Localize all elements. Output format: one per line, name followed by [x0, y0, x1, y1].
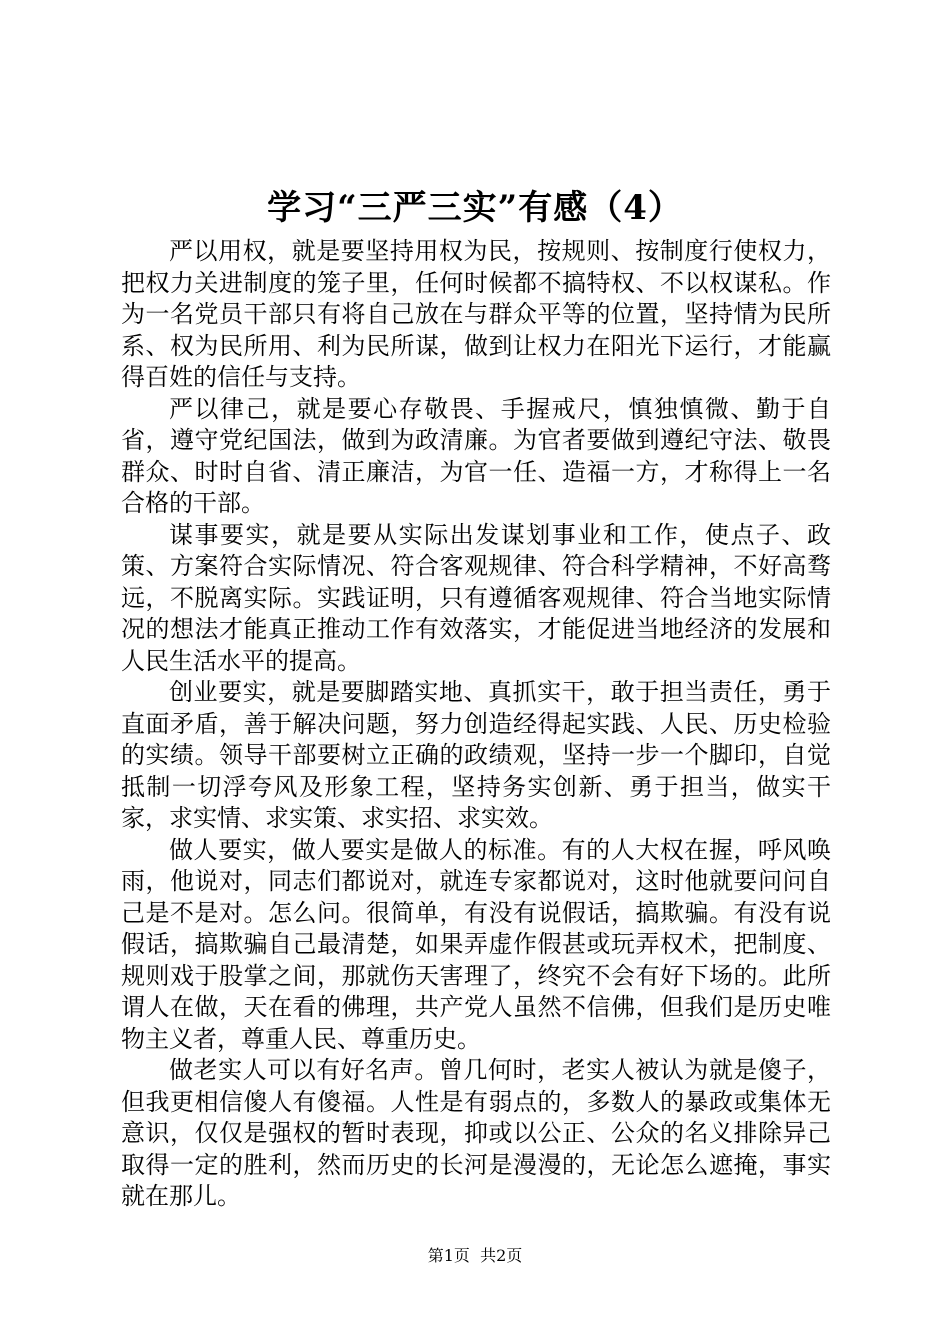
paragraph-4: 创业要实，就是要脚踏实地、真抓实干，敢于担当责任，勇于直面矛盾，善于解决问题，努力创造经得起实践、人民、历史检验的实绩。领导干部要树立正确的政绩观，坚持一步一个脚印，自觉抵制一切浮夸风及形象工程，坚持务实创新、勇于担当，做实干家，求实情、求实策、求实招、求实效。	[121, 678, 831, 832]
paragraph-3: 谋事要实，就是要从实际出发谋划事业和工作，使点子、政策、方案符合实际情况、符合客观规律、符合科学精神，不好高骛远，不脱离实际。实践证明，只有遵循客观规律、符合当地实际情况的想法才能真正推动工作有效落实，才能促进当地经济的发展和人民生活水平的提高。	[121, 520, 831, 675]
paragraph-1: 严以用权，就是要坚持用权为民，按规则、按制度行使权力，把权力关进制度的笼子里，任何时候都不搞特权、不以权谋私。作为一名党员干部只有将自己放在与群众平等的位置，坚持情为民所系、权为民所用、利为民所谋，做到让权力在阳光下运行，才能赢得百姓的信任与支持。	[121, 237, 831, 391]
document-body	[121, 236, 831, 1213]
page-number-footer: 第1页 共2页	[427, 1246, 523, 1265]
paragraph-5: 做人要实，做人要实是做人的标准。有的人大权在握，呼风唤雨，他说对，同志们都说对，就连专家都说对，这时他就要问问自己是不是对。怎么问。很简单，有没有说假话，搞欺骗。有没有说假话，搞欺骗自己最清楚，如果弄虚作假甚或玩弄权术，把制度、规则戏于股掌之间，那就伤天害理了，终究不会有好下场的。此所谓人在做，天在看的佛理，共产党人虽然不信佛，但我们是历史唯物主义者，尊重人民、尊重历史。	[121, 835, 831, 1053]
document-title: 学习“三严三实”有感（4）	[267, 188, 683, 228]
paragraph-6: 做老实人可以有好名声。曾几何时，老实人被认为就是傻子，但我更相信傻人有傻福。人性是有弱点的，多数人的暴政或集体无意识，仅仅是强权的暂时表现，抑或以公正、公众的名义排除异己取得一定的胜利，然而历史的长河是漫漫的，无论怎么遮掩，事实就在那儿。	[121, 1056, 831, 1210]
paragraph-2: 严以律己，就是要心存敬畏、手握戒尺，慎独慎微、勤于自省，遵守党纪国法，做到为政清廉。为官者要做到遵纪守法、敬畏群众、时时自省、清正廉洁，为官一任、造福一方，才称得上一名合格的干部。	[121, 394, 831, 517]
